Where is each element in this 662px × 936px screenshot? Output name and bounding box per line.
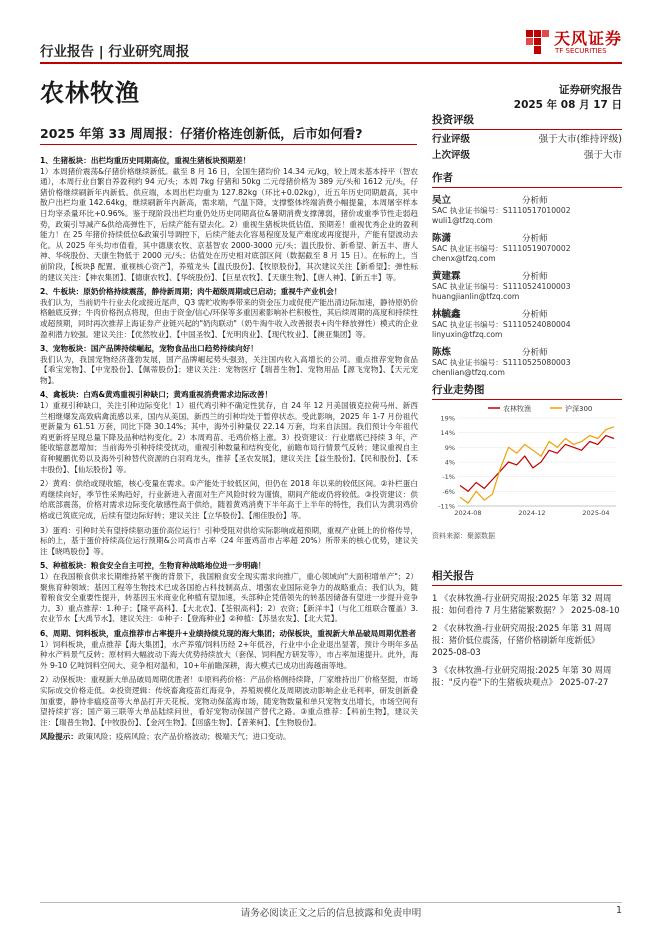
chart-heading: 行业走势图 <box>432 384 485 396</box>
rating-section <box>432 112 622 162</box>
y-tick-label: 4% <box>444 458 455 467</box>
related-report-date: 2025-07-27 <box>559 677 609 687</box>
rating-row <box>432 146 622 162</box>
author-cert: SAC 执业证书编号：S1110519070002 <box>432 244 571 253</box>
rating-label: 上次评级 <box>432 150 471 161</box>
body-paragraph <box>40 479 418 521</box>
related-report-title[interactable]: 3 《农林牧渔-行业研究周报:2025 年第 30 周周报："反内卷"下的生猪板块观点》 <box>432 665 612 687</box>
section-text: 1）本周猪价震荡&仔猪价格继续新低。截至 8 月 16 日，全国生猪均价 14.34 元/kg，较上周未基本持平（智农通），本周行业自繁自养盈利约 94 元/头；本周 7kg 仔猪和 50kg 二元母猪价格为 389 元/头和 1612 元/头，仔猪价格继续刷新年内新低。供应端，本周出栏均重为 127.82kg（环比+0.02kg），近五年历史同期最高，其中散户出栏均重 142.64kg，继续刷新年内新高，需求端，气温下降，支撑整体终端消费小幅提量，本周屠宰样本日均宰杀量环比+0.96%。鉴于现阶段出栏均重仍处历史同期高位&暑期消费支撑薄弱，猪价或重季节性走弱趋势，政策引导减产&供给高弹性下，后续产能有望去化。2）重视生猪板块低估值、预期差！重视优秀企业的盈利能力！在 25 年猪价持续低位&政策引导调控下，后续产能去化容易程度及复产难度或再度提升，产能有望波动去化。从 2025 年头均市值看，其中德康农牧、京基智农 2000-3000 元/头；温氏股份、新希望、新五丰、唐人神、华统股份、天康生物低于 2000 元/头；估值处在历史相对底部区间（数据截至 8 月 15 日）。在标的上，当前阶段，【板块β 配置、重视核心资产】，养殖龙头【温氏股份】、【牧原股份】，其次建议关注【新希望】；弹性标的建议关注：【神农集团】、【德康农牧】、【华统股份】、【巨星农牧】、【天康生物】、【唐人神】、【新五丰】等。 <box>40 166 418 282</box>
body-paragraph <box>40 526 418 558</box>
page-number: 1 <box>615 905 622 916</box>
author-name: 黄建霖 <box>432 271 461 282</box>
related-divider <box>432 585 622 586</box>
report-date: 2025 年 08 月 17 日 <box>513 99 622 111</box>
related-report-item[interactable] <box>432 664 622 688</box>
chart-source: 资料来源：聚源数据 <box>432 532 495 540</box>
author-cert: SAC 执业证书编号：S1110525080003 <box>432 358 571 367</box>
section-heading: 1、生猪板块：出栏均重历史同期高位，重视生猪板块预期差！ <box>40 156 251 165</box>
author-name: 吴立 <box>432 195 452 206</box>
logo-text-en: TF SECURITIES <box>555 47 607 55</box>
author-role: 分析师 <box>522 196 548 206</box>
rating-heading: 投资评级 <box>432 114 474 126</box>
related-report-date: 2025-08-03 <box>432 647 481 657</box>
x-tick-label: 2024-12 <box>518 509 546 517</box>
author-email[interactable]: wuli1@tfzq.com <box>432 216 493 225</box>
legend-label: 农林牧渔 <box>503 405 531 413</box>
related-heading: 相关报告 <box>432 570 474 582</box>
section-text: 我们认为，当前奶牛行业去化或接近尾声，Q3 需贮收购季带来的资金压力或促使产能出清边际加速，静待原奶价格触底反弹；牛肉价格拐点将现，但由于资金/信心/环保等多重因素影响补栏积极性，其后续周期的高度和持续性或超预期，同时再次推荐上海证券产业链兴起的"奶肉联动"（奶牛淘牛收入改善报表+肉牛释放弹性）模式的企业盈利潜力较强。建议关注：【优然牧业】、【中国圣牧】、【光明肉业】、【现代牧业】、【澳亚集团】等。 <box>40 297 418 339</box>
section-heading: 5、种植板块：粮食安全自主可控，生物育种战略地位进一步明确！ <box>40 561 266 571</box>
section-text: 2）黄鸡：供给或现收缩，核心变量在需求。①产能处于较低区间，但仍在 2018 年以来的较低区间。②补栏蛋白鸡继续向好，季节性采购趋好，行业新进入者面对生产风险时较为谨慎，期间产能或仍将较低。③投资建议：供给底部震荡，价格对需求边际变化敏感性高于供给，随着黄鸡消费下半年高于上半年的特性，我们认为黄羽鸡价格或已筑底完成，后续有望边际好转；建议关注【立华股份】、【湘佳股份】等。 <box>40 479 418 520</box>
section-text: 我们认为，我国宠物经济蓬勃发展，国产品牌崛起势头强劲，关注国内收入高增长的公司。重点推荐宠物食品【乖宝宠物】、【中宠股份】、【佩蒂股份】；建议关注：宠物医疗【瑞普生物】、宠物用品【源飞宠物】、【天元宠物】。 <box>40 354 418 385</box>
author-email[interactable]: chenx@tfzq.com <box>432 254 496 263</box>
body-paragraph <box>40 344 418 386</box>
related-report-item[interactable] <box>432 622 622 658</box>
related-section <box>432 568 622 688</box>
y-tick-label: -11% <box>438 502 455 511</box>
author-name: 陈炼 <box>432 347 452 358</box>
trend-chart-section <box>432 382 622 541</box>
rating-label: 行业评级 <box>432 134 471 145</box>
y-tick-label: 9% <box>444 443 455 452</box>
legend-label: 沪深300 <box>565 405 593 413</box>
logo-text-cn: 天风证券 <box>554 29 623 48</box>
section-heading: 6、周期、饲料板块，重点推荐市占率提升+业绩持续兑现的海大集团；动保板块，重视新大单品破局周期优胜者 <box>40 628 417 638</box>
body-paragraph <box>40 156 418 283</box>
rating-row <box>432 130 622 146</box>
body-paragraph <box>40 561 418 625</box>
header-divider <box>40 62 622 64</box>
section-text: 政策风险；疫病风险；农产品价格波动；极端天气；进口变动。 <box>77 732 291 742</box>
section-heading: 4、禽板块：白鸡&黄鸡重视引种缺口；黄鸡重视消费需求边际改善！ <box>40 390 273 400</box>
related-report-title[interactable]: 1 《农林牧渔-行业研究周报:2025 年第 32 周周报：如何看待 7 月生猪能繁数据？》 <box>432 593 612 615</box>
section-heading: 3、宠物板块：国产品牌持续崛起，宠物食品出口趋势持续向好！ <box>40 344 258 354</box>
author-cert: SAC 执业证书编号：S1110524100003 <box>432 282 571 291</box>
x-tick-label: 2025-04 <box>582 509 610 517</box>
series-line <box>460 436 614 492</box>
author-heading: 作者 <box>432 172 453 184</box>
rating-value: 强于大市 <box>583 150 622 161</box>
related-report-title[interactable]: 2 《农林牧渔-行业研究周报:2025 年第 31 周周报：猪价低位震荡，仔猪价格刷新年度新低》 <box>432 623 612 645</box>
body-paragraph <box>40 629 418 671</box>
report-type: 证券研究报告 <box>559 84 622 96</box>
author-card <box>432 196 622 226</box>
author-role: 分析师 <box>522 348 548 358</box>
disclaimer-notice: 请务必阅读正文之后的信息披露和免责申明 <box>240 908 422 919</box>
author-role: 分析师 <box>522 234 548 244</box>
author-email[interactable]: chenlian@tfzq.com <box>432 368 505 377</box>
author-cert: SAC 执业证书编号：S1110517010002 <box>432 206 571 215</box>
related-report-item[interactable] <box>432 592 622 616</box>
logo-mark-icon <box>524 28 550 56</box>
related-report-date: 2025-08-10 <box>570 605 620 615</box>
section-text: 1）重视引种缺口，关注引种边际变化！1）祖代鸡引种不确定性犹存，自 24 年 12 月美国俄克拉荷马州、新西兰相继爆发高致病禽流感以来，国内从美国、新西兰的引种均处于暂停状态。受此影响，2025 年 1-7 月份祖代更新量为 61.51 万套，同比下降 30.14%；其中，海外引种量仅 22.14 万套，均来自法国。我们预计今年祖代鸡更新将呈现总量下降及品种结构变化。2）本周鸡苗、毛鸡价格上涨。3）投资建议：行业磨底已持续 3 年，产能收缩意愿增加；当前海外引种持续受扰动，重视引种数量和结构变化，前瞻布局行情景气反转；建议重视自主育种鲲鹏优势以及海外引种替代资源的白羽鸡龙头，推荐【圣农发展】，建议关注【益生股份】、【民和股份】、【禾丰股份】、【仙坛股份】等。 <box>40 401 418 474</box>
trend-chart <box>432 400 622 525</box>
author-card <box>432 234 622 264</box>
author-role: 分析师 <box>522 310 548 320</box>
rating-value: 强于大市(维持评级) <box>538 134 622 145</box>
author-name: 陈潇 <box>432 233 452 244</box>
section-text: 3）蛋鸡：引种时关有望持续驱动蛋价高位运行！引种受阻对供给实际影响或超预期，重视产业链上的价格传导，标的上，基于蛋价持续高位运行预期&公司高市占率（24 年蛋鸡苗市占率超 20%）所带来的核心优势，建议关注【晓鸣股份】等。 <box>40 525 418 556</box>
title-divider <box>40 144 417 145</box>
author-cert: SAC 执业证书编号：S1110524080004 <box>432 320 571 329</box>
report-body <box>40 156 418 747</box>
body-paragraph <box>40 732 418 743</box>
author-divider <box>432 187 622 188</box>
author-card <box>432 272 622 302</box>
y-tick-label: -1% <box>442 473 455 482</box>
section-text: 2）动保板块：重视新大单品破局周期优胜者！①原料药价格：产品价格侧持续降，厂家维持出厂价格坚挺，市场实际成交价格走低。②投资逻辑：传统畜禽疫苗红海竞争，养殖规模化及周期波动影响企业毛利率，研发创新叠加重要，静待非瘟疫苗等大单品打开天花板。宠物动保蓝海市场，随宠物数量和单只宠物支出增长，市场空间有望持续扩容；国产第三联等大单品陆续问世，看好宠物动保国产替代之路。③重点推荐：【科前生物】，建议关注：【瑞普生物】、【中牧股份】、【金河生物】、【回盛生物】、【普莱柯】、【生物股份】。 <box>40 675 418 727</box>
section-heading: 风险提示： <box>40 732 78 742</box>
author-role: 分析师 <box>522 272 548 282</box>
x-tick-label: 2024-08 <box>454 509 482 517</box>
body-paragraph <box>40 390 418 475</box>
body-paragraph <box>40 675 418 728</box>
author-name: 林毓鑫 <box>432 309 461 320</box>
footer-divider <box>40 902 622 903</box>
author-list <box>432 196 622 378</box>
author-card <box>432 310 622 340</box>
company-logo <box>524 26 629 60</box>
author-section <box>432 170 622 378</box>
y-tick-label: -6% <box>442 487 455 496</box>
industry-title: 农林牧渔 <box>40 79 140 107</box>
related-list <box>432 592 622 688</box>
author-email[interactable]: linyuxin@tfzq.com <box>432 330 503 339</box>
section-text: 1）在我国粮食供求长期维持紧平衡的背景下，我国粮食安全现实需求向推广，重心领域向"大面积增单产"；2）聚焦育种领域；基因工程等生物技术已成各国抢占科技制高点、增强农业国际竞争力的战略重点；我们认为，随着粮食安全重要性提升，转基因玉米商业化种植有望加速，头部种企凭借领先的转基因储备有望进一步提升竞争力。3）重点推荐：1.种子；【隆平高科】、【大北农】、【荃银高科】；2）农资；【新洋丰】（与化工组联合覆盖）3.农业节水【大禹节水】、建议关注：①种子：【登海种业】②种植：【苏垦农发】、【北大荒】。 <box>40 571 418 624</box>
author-email[interactable]: huangjianlin@tfzq.com <box>432 292 520 301</box>
breadcrumb: 行业报告 | 行业研究周报 <box>40 44 190 60</box>
body-paragraph <box>40 287 418 340</box>
section-heading: 2、牛板块：原奶价格持续震荡，静待新周期；肉牛超级周期或已启动；重视牛产业机会！ <box>40 287 342 297</box>
report-title: 2025 年第 33 周周报：仔猪价格连创新低，后市如何看? <box>40 126 363 141</box>
section-text: 1）饲料板块，重点推荐【海大集团】，水产养殖/饲料历经 2+年低谷，行业中小企业退出显著，预计今明年多品种水产料景气反转；原材料大幅波动下海大优势持续放大（套保、饲料配方研发等），市占率加速提升。此外，海外 9-10 亿吨饲料空间大、竞争相对温和，10+年前瞻深耕，海大模式已成功出海越南等地。 <box>40 639 418 670</box>
author-card <box>432 348 622 378</box>
y-tick-label: 14% <box>440 429 455 438</box>
y-tick-label: 19% <box>440 414 455 423</box>
